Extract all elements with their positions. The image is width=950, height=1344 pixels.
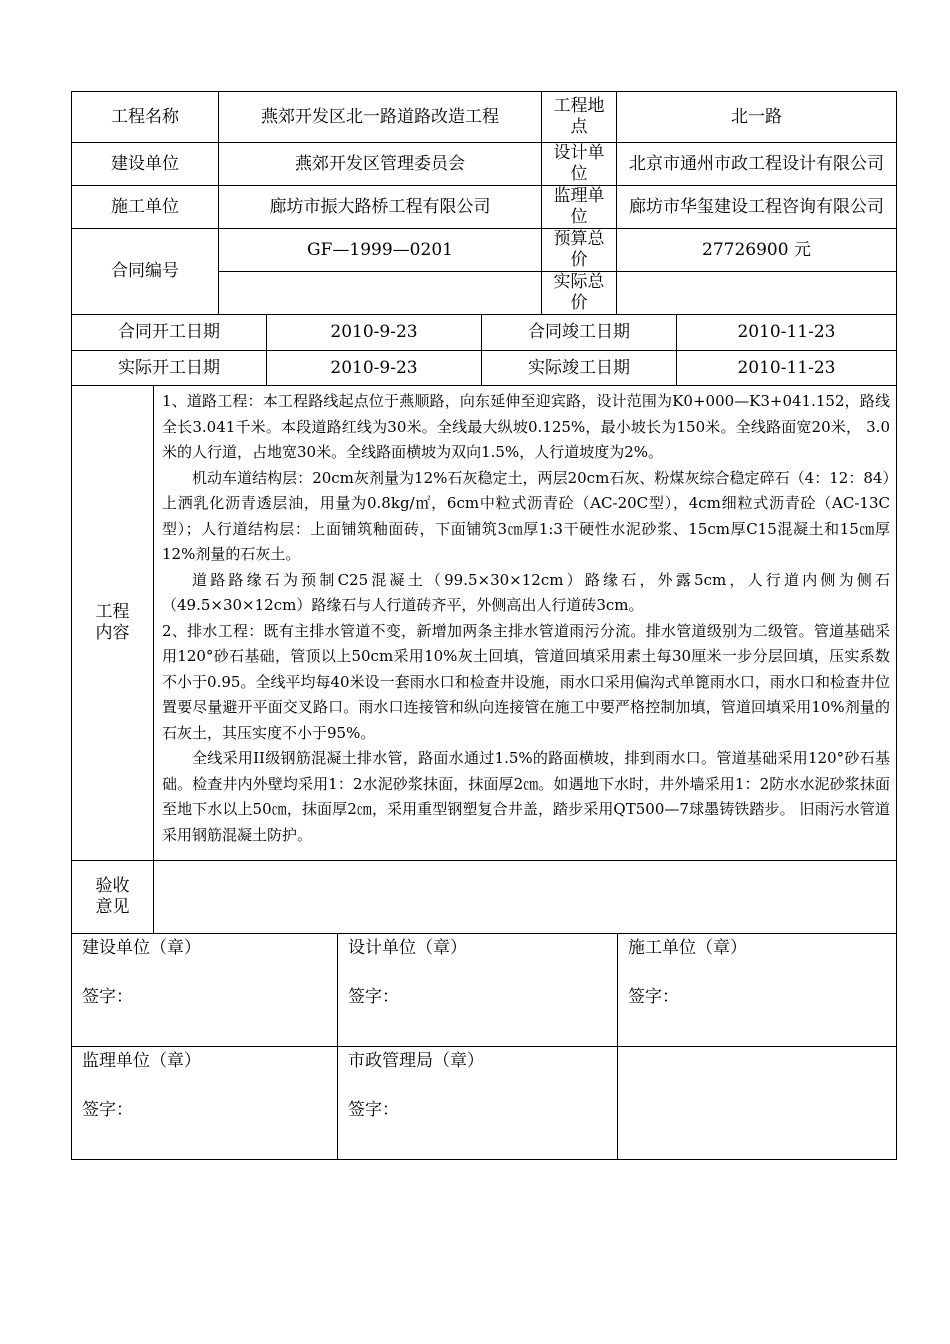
- signature-cell: [72, 934, 338, 1047]
- content-paragraph: 全线采用II级钢筋混凝土排水管，路面水通过1.5%的路面横坡，排到雨水口。管道基础采用120°砂石基础。检查井内外壁均采用1：2水泥砂浆抹面，抹面厚2㎝。如遇地下水时，井外墙采用1：2防水水泥砂浆抹面至地下水以上50㎝，抹面厚2㎝，采用重型钢塑复合井盖，踏步采用QT500—7球墨铸铁踏步。 旧雨污水管道采用钢筋混凝土防护。: [162, 749, 890, 844]
- signature-unit: 施工单位（章）: [628, 938, 747, 958]
- acceptance-form: [71, 91, 896, 1160]
- table-row: [72, 92, 897, 143]
- actual-start-value: 2010-9-23: [267, 351, 482, 386]
- signature-label: 签字：: [348, 1100, 399, 1120]
- actual-total-label: 实际总价: [542, 272, 617, 315]
- content-body: [154, 386, 897, 861]
- content-label: [72, 386, 154, 861]
- table-row: [72, 1047, 897, 1160]
- project-location-label: 工程地点: [542, 92, 617, 143]
- content-paragraph: 1、道路工程：本工程路线起点位于燕顺路，向东延伸至迎宾路，设计范围为K0+000—K3+041.152，路线全长3.041千米。本段道路红线为30米。全线最大纵坡0.125%，最小坡长为150米。全线路面宽20米， 3.0米的人行道，占地宽30米。全线路面横坡为双向1.5%，人行道坡度为2%。: [162, 392, 890, 461]
- signature-label: 签字：: [628, 987, 679, 1007]
- table-row: [72, 143, 897, 186]
- info-table: [71, 91, 897, 315]
- contract-number-label: 合同编号: [72, 229, 219, 315]
- signature-label: 签字：: [82, 987, 133, 1007]
- actual-start-label: 实际开工日期: [72, 351, 267, 386]
- signature-unit: 市政管理局（章）: [348, 1051, 484, 1071]
- owner-unit-label: 建设单位: [72, 143, 219, 186]
- signature-label: 签字：: [82, 1100, 133, 1120]
- dates-table: [71, 314, 897, 386]
- signature-table: [71, 933, 897, 1160]
- signature-cell: [338, 1047, 618, 1160]
- signature-unit: 建设单位（章）: [82, 938, 201, 958]
- table-row: [72, 229, 897, 272]
- signature-unit: 设计单位（章）: [348, 938, 467, 958]
- table-row: [72, 934, 897, 1047]
- design-unit-value: 北京市通州市政工程设计有限公司: [617, 143, 897, 186]
- actual-total-value: [617, 272, 897, 315]
- supervision-unit-label: 监理单位: [542, 186, 617, 229]
- budget-total-label: 预算总价: [542, 229, 617, 272]
- contract-number-value: GF—1999—0201: [219, 229, 542, 272]
- owner-unit-value: 燕郊开发区管理委员会: [219, 143, 542, 186]
- acceptance-value: [154, 861, 897, 934]
- signature-cell: [618, 934, 897, 1047]
- content-paragraph: 道路路缘石为预制C25混凝土（99.5×30×12cm）路缘石，外露5cm，人行道内侧为侧石（49.5×30×12cm）路缘石与人行道砖齐平，外侧高出人行道砖3cm。: [162, 570, 890, 614]
- budget-total-value: 27726900 元: [617, 229, 897, 272]
- table-row: [72, 861, 897, 934]
- contract-start-label: 合同开工日期: [72, 315, 267, 351]
- supervision-unit-value: 廊坊市华玺建设工程咨询有限公司: [617, 186, 897, 229]
- signature-label: 签字：: [348, 987, 399, 1007]
- contract-end-label: 合同竣工日期: [482, 315, 677, 351]
- actual-end-label: 实际竣工日期: [482, 351, 677, 386]
- signature-unit: 监理单位（章）: [82, 1051, 201, 1071]
- project-name-label: 工程名称: [72, 92, 219, 143]
- acceptance-label-text: 验收意见: [95, 876, 130, 917]
- content-paragraph: 2、排水工程：既有主排水管道不变，新增加两条主排水管道雨污分流。排水管道级别为二级管。管道基础采用120°砂石基础，管顶以上50cm采用10%灰土回填，管道回填采用素土每30厘米一步分层回填，压实系数不小于0.95。全线平均每40米设一套雨水口和检查井设施，雨水口采用偏沟式单篦雨水口，雨水口和检查井位置要尽量避开平面交叉路口。雨水口连接管和纵向连接管在施工中要严格控制加填，管道回填采用10%剂量的石灰土，其压实度不小于95%。: [162, 621, 890, 742]
- table-row: [72, 386, 897, 861]
- construction-unit-value: 廊坊市振大路桥工程有限公司: [219, 186, 542, 229]
- signature-cell: [338, 934, 618, 1047]
- signature-cell-empty: [618, 1047, 897, 1160]
- content-table: [71, 385, 897, 934]
- signature-cell: [72, 1047, 338, 1160]
- acceptance-label: [72, 861, 154, 934]
- contract-end-value: 2010-11-23: [677, 315, 897, 351]
- table-row: [72, 315, 897, 351]
- actual-end-value: 2010-11-23: [677, 351, 897, 386]
- construction-unit-label: 施工单位: [72, 186, 219, 229]
- table-row: [72, 351, 897, 386]
- table-row: [72, 186, 897, 229]
- project-name-value: 燕郊开发区北一路道路改造工程: [219, 92, 542, 143]
- project-location-value: 北一路: [617, 92, 897, 143]
- content-label-text: 工程内容: [95, 602, 130, 643]
- design-unit-label: 设计单位: [542, 143, 617, 186]
- content-paragraph: 机动车道结构层：20cm灰剂量为12%石灰稳定土，两层20cm石灰、粉煤灰综合稳定碎石（4：12：84）上洒乳化沥青透层油，用量为0.8kg/㎡，6cm中粒式沥青砼（AC-20C型），4cm细粒式沥青砼（AC-13C型）；人行道结构层：上面铺筑釉面砖，下面铺筑3㎝厚1:3干硬性水泥砂浆、15cm厚C15混凝土和15㎝厚12%剂量的石灰土。: [162, 468, 890, 563]
- contract-start-value: 2010-9-23: [267, 315, 482, 351]
- contract-number-extra: [219, 272, 542, 315]
